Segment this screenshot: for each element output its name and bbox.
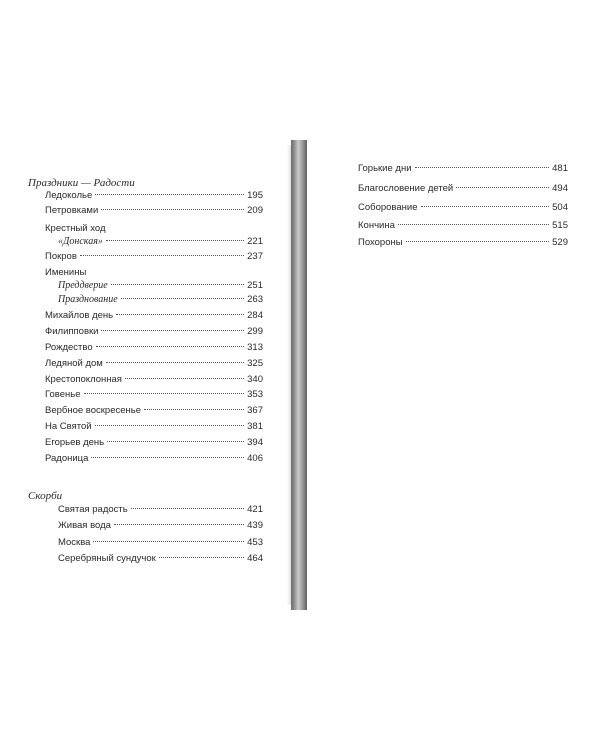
leader-dots — [456, 187, 549, 188]
toc-entry-label: Преддверие — [58, 280, 108, 291]
toc-entry-page: 221 — [247, 236, 263, 247]
toc-entry — [358, 202, 568, 216]
toc-entry — [45, 310, 263, 324]
toc-entry — [58, 236, 263, 250]
toc-entry-label: Филипповки — [45, 326, 99, 337]
leader-dots — [144, 409, 244, 410]
leader-dots — [421, 206, 550, 207]
toc-entry-page: 529 — [552, 237, 568, 248]
leader-dots — [101, 209, 244, 210]
leader-dots — [106, 362, 244, 363]
toc-entry-label: Покров — [45, 251, 77, 262]
toc-entry-label: Празднование — [58, 294, 118, 305]
toc-entry — [45, 389, 263, 403]
toc-entry — [45, 358, 263, 372]
toc-entry-page: 195 — [247, 190, 263, 201]
toc-entry — [45, 326, 263, 340]
toc-entry-label: Благословение детей — [358, 183, 454, 194]
leader-dots — [131, 508, 244, 509]
toc-entry-page: 367 — [247, 405, 263, 416]
toc-entry-page: 515 — [552, 220, 568, 231]
section-title-sorrows: Скорби — [28, 490, 63, 502]
toc-entry-page: 325 — [247, 358, 263, 369]
leader-dots — [95, 194, 244, 195]
leader-dots — [111, 284, 244, 285]
leader-dots — [106, 240, 244, 241]
leader-dots — [80, 255, 244, 256]
toc-entry — [358, 163, 568, 177]
toc-entry — [45, 190, 263, 204]
leader-dots — [96, 346, 245, 347]
toc-entry-label: Вербное воскресенье — [45, 405, 142, 416]
toc-entry-page: 209 — [247, 205, 263, 216]
right-page — [300, 0, 600, 750]
toc-entry-label: «Донская» — [58, 236, 103, 247]
leader-dots — [84, 393, 245, 394]
toc-entry-label: Говенье — [45, 389, 81, 400]
toc-entry — [58, 294, 263, 308]
toc-entry-page: 353 — [247, 389, 263, 400]
toc-entry — [58, 504, 263, 518]
leader-dots — [95, 425, 245, 426]
toc-entry — [58, 553, 263, 567]
toc-entry-label: Рождество — [45, 342, 93, 353]
toc-entry-page: 439 — [247, 520, 263, 531]
toc-entry-page: 453 — [247, 537, 263, 548]
toc-entry-label: Соборование — [358, 202, 418, 213]
toc-group-label: Крестный ход — [45, 223, 106, 234]
toc-entry — [58, 520, 263, 534]
toc-entry — [358, 220, 568, 234]
toc-entry-label: Святая радость — [58, 504, 128, 515]
toc-entry — [58, 537, 263, 551]
toc-entry-label: Ледяной дом — [45, 358, 103, 369]
leader-dots — [398, 224, 549, 225]
toc-entry-label: Ледоколье — [45, 190, 93, 201]
toc-entry-label: Крестопоклонная — [45, 374, 122, 385]
toc-entry — [358, 183, 568, 197]
toc-entry-label: Петровками — [45, 205, 99, 216]
leader-dots — [91, 457, 244, 458]
toc-entry-page: 421 — [247, 504, 263, 515]
leader-dots — [93, 541, 244, 542]
toc-entry-page: 504 — [552, 202, 568, 213]
leader-dots — [107, 441, 244, 442]
toc-group-label: Именины — [45, 267, 87, 278]
leader-dots — [406, 241, 550, 242]
toc-entry — [45, 342, 263, 356]
toc-entry-label: На Святой — [45, 421, 92, 432]
leader-dots — [121, 298, 244, 299]
toc-entry — [45, 437, 263, 451]
leader-dots — [415, 167, 550, 168]
toc-entry-page: 263 — [247, 294, 263, 305]
toc-entry-label: Москва — [58, 537, 91, 548]
toc-entry-label: Радоница — [45, 453, 89, 464]
toc-entry-page: 284 — [247, 310, 263, 321]
toc-entry-page: 464 — [247, 553, 263, 564]
leader-dots — [101, 330, 244, 331]
leader-dots — [159, 557, 244, 558]
toc-entry-page: 237 — [247, 251, 263, 262]
toc-entry-label: Горькие дни — [358, 163, 412, 174]
toc-entry-page: 381 — [247, 421, 263, 432]
toc-entry — [45, 374, 263, 388]
toc-entry-page: 251 — [247, 280, 263, 291]
toc-entry-page: 313 — [247, 342, 263, 353]
toc-entry — [45, 405, 263, 419]
toc-entry — [45, 205, 263, 219]
leader-dots — [125, 378, 244, 379]
toc-entry-label: Похороны — [358, 237, 403, 248]
section-title-holidays: Праздники — Радости — [28, 177, 135, 189]
toc-entry — [45, 453, 263, 467]
toc-entry-page: 481 — [552, 163, 568, 174]
toc-entry — [58, 280, 263, 294]
toc-entry — [45, 251, 263, 265]
toc-entry-page: 406 — [247, 453, 263, 464]
toc-entry — [45, 421, 263, 435]
toc-entry-page: 394 — [247, 437, 263, 448]
toc-entry — [358, 237, 568, 251]
toc-entry-page: 340 — [247, 374, 263, 385]
leader-dots — [116, 314, 244, 315]
toc-entry-label: Серебряный сундучок — [58, 553, 156, 564]
toc-entry-label: Егорьев день — [45, 437, 105, 448]
toc-entry-page: 299 — [247, 326, 263, 337]
toc-entry-page: 494 — [552, 183, 568, 194]
toc-entry-label: Михайлов день — [45, 310, 114, 321]
toc-entry-label: Кончина — [358, 220, 395, 231]
leader-dots — [114, 524, 244, 525]
toc-entry-label: Живая вода — [58, 520, 111, 531]
